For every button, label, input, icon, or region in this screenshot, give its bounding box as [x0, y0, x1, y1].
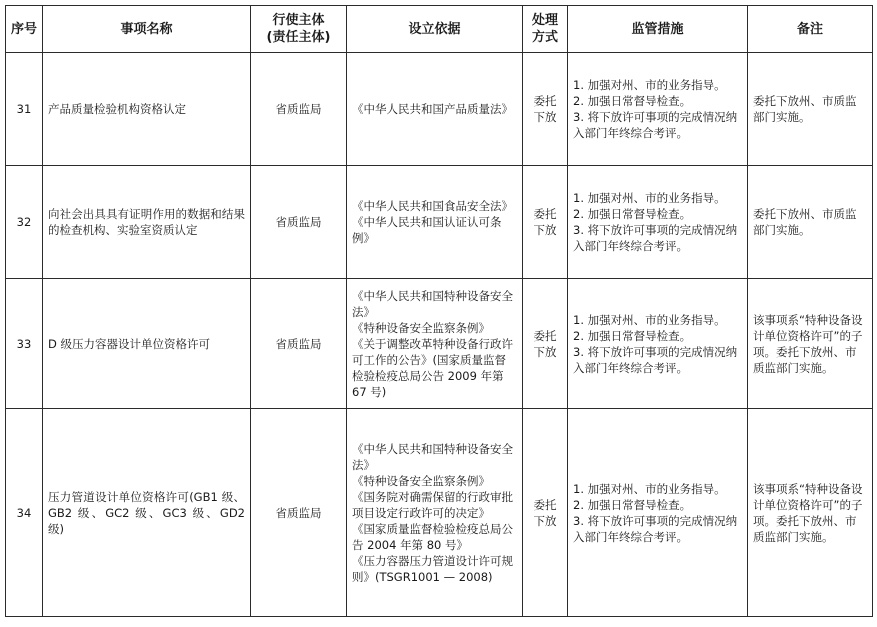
row-item-name: 产品质量检验机构资格认定 — [43, 53, 251, 166]
row-seq: 31 — [6, 53, 43, 166]
measure-item: 2. 加强日常督导检查。 — [573, 328, 692, 343]
basis-item: 《国务院对确需保留的行政审批项目设定行政许可的决定》 — [352, 489, 513, 520]
table-header-row — [6, 6, 873, 53]
header-item-name: 事项名称 — [43, 6, 251, 53]
row-item-name: 向社会出具具有证明作用的数据和结果的检查机构、实验室资质认定 — [43, 166, 251, 279]
row-item-name: 压力管道设计单位资格许可(GB1 级、GB2 级、GC2 级、GC3 级、GD2 级) — [43, 409, 251, 617]
row-measures — [568, 279, 748, 409]
row-mode-line2: 下放 — [533, 110, 557, 124]
basis-item: 《关于调整改革特种设备行政许可工作的公告》(国家质量监督检验检疫总局公告 2009 年第 67 号) — [352, 336, 513, 399]
row-measures — [568, 53, 748, 166]
measure-item: 1. 加强对州、市的业务指导。 — [573, 481, 726, 496]
basis-item: 《中华人民共和国特种设备安全法》 — [352, 288, 513, 319]
row-seq: 32 — [6, 166, 43, 279]
basis-item: 《中华人民共和国食品安全法》 — [352, 199, 513, 213]
row-subject: 省质监局 — [251, 53, 347, 166]
header-subject-line1: 行使主体 — [272, 13, 325, 28]
row-basis — [347, 166, 523, 279]
row-subject: 省质监局 — [251, 166, 347, 279]
header-mode-line1: 处理 — [531, 13, 558, 28]
basis-item: 《压力容器压力管道设计许可规则》(TSGR1001 — 2008) — [352, 553, 513, 584]
table-row — [6, 279, 873, 409]
basis-item: 《特种设备安全监察条例》 — [352, 473, 490, 488]
row-mode-line2: 下放 — [533, 223, 557, 237]
row-item-name: D 级压力容器设计单位资格许可 — [43, 279, 251, 409]
header-seq: 序号 — [6, 6, 43, 53]
measure-item: 3. 将下放许可事项的完成情况纳入部门年终综合考评。 — [573, 344, 738, 375]
row-mode-line2: 下放 — [533, 513, 557, 528]
header-subject — [251, 6, 347, 53]
header-mode — [523, 6, 568, 53]
row-mode — [523, 279, 568, 409]
row-subject: 省质监局 — [251, 279, 347, 409]
measure-item: 1. 加强对州、市的业务指导。 — [573, 191, 726, 205]
row-basis — [347, 279, 523, 409]
measure-item: 3. 将下放许可事项的完成情况纳入部门年终综合考评。 — [573, 223, 738, 253]
basis-item: 《国家质量监督检验检疫总局公告 2004 年第 80 号》 — [352, 521, 513, 552]
row-subject: 省质监局 — [251, 409, 347, 617]
row-mode-line1: 委托 — [533, 94, 557, 108]
header-measures: 监管措施 — [568, 6, 748, 53]
basis-item: 《中华人民共和国认证认可条例》 — [352, 215, 502, 245]
measure-item: 1. 加强对州、市的业务指导。 — [573, 312, 726, 327]
header-remarks: 备注 — [748, 6, 873, 53]
row-mode-line2: 下放 — [533, 344, 557, 359]
row-remarks: 委托下放州、市质监部门实施。 — [748, 53, 873, 166]
table-row — [6, 409, 873, 617]
row-mode — [523, 409, 568, 617]
measure-item: 3. 将下放许可事项的完成情况纳入部门年终综合考评。 — [573, 110, 738, 140]
row-remarks: 该事项系“特种设备设计单位资格许可”的子项。委托下放州、市质监部门实施。 — [748, 409, 873, 617]
row-measures — [568, 409, 748, 617]
row-basis — [347, 409, 523, 617]
header-subject-line2: (责任主体) — [266, 30, 331, 45]
row-basis: 《中华人民共和国产品质量法》 — [347, 53, 523, 166]
row-remarks: 委托下放州、市质监部门实施。 — [748, 166, 873, 279]
measure-item: 2. 加强日常督导检查。 — [573, 207, 692, 221]
table-row — [6, 53, 873, 166]
measure-item: 2. 加强日常督导检查。 — [573, 497, 692, 512]
admin-items-table — [5, 5, 873, 617]
row-mode-line1: 委托 — [533, 207, 557, 221]
row-mode — [523, 166, 568, 279]
row-seq: 34 — [6, 409, 43, 617]
row-mode-line1: 委托 — [533, 497, 557, 512]
row-measures — [568, 166, 748, 279]
header-mode-line2: 方式 — [531, 30, 558, 45]
measure-item: 2. 加强日常督导检查。 — [573, 94, 692, 108]
row-remarks: 该事项系“特种设备设计单位资格许可”的子项。委托下放州、市质监部门实施。 — [748, 279, 873, 409]
basis-item: 《中华人民共和国特种设备安全法》 — [352, 441, 513, 472]
header-basis: 设立依据 — [347, 6, 523, 53]
table-row — [6, 166, 873, 279]
row-mode-line1: 委托 — [533, 328, 557, 343]
measure-item: 1. 加强对州、市的业务指导。 — [573, 78, 726, 92]
row-mode — [523, 53, 568, 166]
measure-item: 3. 将下放许可事项的完成情况纳入部门年终综合考评。 — [573, 513, 738, 544]
basis-item: 《特种设备安全监察条例》 — [352, 320, 490, 335]
row-seq: 33 — [6, 279, 43, 409]
